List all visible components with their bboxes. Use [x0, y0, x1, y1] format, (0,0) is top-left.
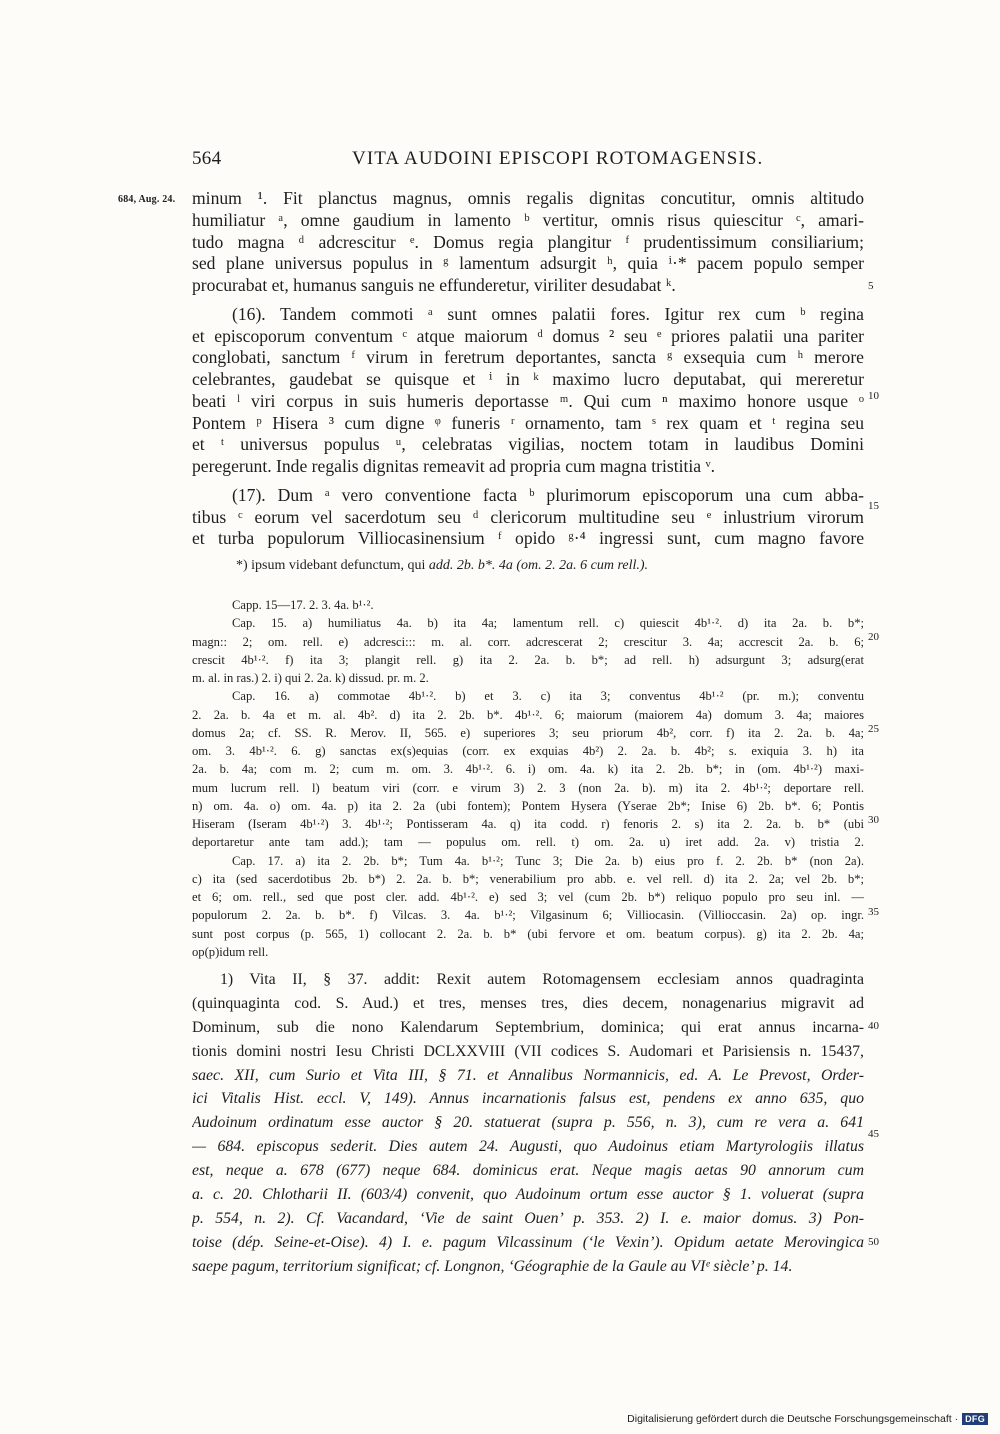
footer-text: Digitalisierung gefördert durch die Deutsche Forschungsgemeinschaft ·: [627, 1413, 959, 1425]
digitization-footer: [627, 1413, 988, 1425]
apparatus-line: m. al. in ras.) 2. i) qui 2. 2a. k) dissud. pr. m. 2.: [192, 671, 429, 685]
text-line: beati ˡ viri corpus in suis humeris deportasse ᵐ. Qui cum ⁿ maximo honore usque ᵒ: [192, 390, 864, 411]
line-number: 25: [868, 723, 879, 735]
text-line: minum ¹. Fit planctus magnus, omnis regalis dignitas concutitur, omnis altitudo: [192, 188, 864, 208]
apparatus-line: op(p)idum rell.: [192, 944, 269, 959]
main-text: [192, 188, 864, 550]
text-line: peregerunt. Inde regalis dignitas remeavit ad propria cum magna tristitia ᵛ.: [192, 456, 716, 476]
apparatus-line: Cap. 16. a) commotae 4b¹·². b) et 3. c) ita 3; conventus 4b¹·² (pr. m.); conventu: [232, 689, 864, 704]
dfg-logo: DFG: [962, 1413, 988, 1425]
note-line: Audoinum ordinatum esse auctor § 20. statuerat (supra p. 556, n. 3), cum re vera a. 641: [192, 1114, 864, 1132]
star-note-sigla: add. 2b. b*. 4a (om. 2. 2a. 6 cum rell.).: [428, 558, 649, 573]
text-line: et episcoporum conventum ᶜ atque maiorum ᵈ domus ² seu ᵉ priores palatii una pariter: [192, 325, 864, 346]
apparatus-line: Capp. 15—17. 2. 3. 4a. b¹·².: [232, 598, 374, 612]
apparatus-line: Hiseram (Iseram 4b¹·²) 3. 4b¹·²; Pontisseram 4a. q) ita codd. r) fenoris 2. s) ita 2. 2a. b. b* (ubi: [192, 817, 864, 831]
note-line: p. 554, n. 2). Cf. Vacandard, ‘Vie de saint Ouen’ p. 353. 2) I. e. maior domus. 3) Pon-: [192, 1209, 864, 1227]
editorial-notes: [192, 968, 864, 1279]
apparatus-line: 2. 2a. b. 4a et m. al. 4b². d) ita 2. 2b. b*. 4b¹·². 6; maiorum (maiorem 4a) domum 3. 4a; maiores: [192, 707, 864, 722]
apparatus-line: magn:: 2; om. rell. e) adcresci::: m. al. corr. adcrescerat 2; crescitur 3. 4a; accrescit 2a. b. 6;: [192, 634, 864, 649]
text-line: (16). Tandem commoti ᵃ sunt omnes palatii fores. Igitur rex cum ᵇ regina: [232, 303, 864, 324]
note-line: saepe pagum, territorium significat; cf. Longnon, ‘Géographie de la Gaule au VIᵉ siècle’ p. 14.: [192, 1257, 793, 1275]
note-line: 1) Vita II, § 37. addit: Rexit autem Rotomagensem ecclesiam annos quadraginta: [220, 971, 864, 988]
apparatus-line: Cap. 17. a) ita 2. 2b. b*; Tum 4a. b¹·²; Tunc 3; Die 2a. b) eius pro f. 2. 2b. b* (non 2a).: [232, 853, 864, 868]
line-number: 30: [868, 814, 879, 826]
text-line: celebrantes, gaudebat se quisque et ⁱ in ᵏ maximo lucro deputabat, qui mereretur: [192, 369, 864, 389]
apparatus-line: mum lucrum rell. l) beatum viri (corr. e virum 3) 2. 3 (non 2a. b). m) ita 2. 4b¹·²; deportare rell.: [192, 780, 864, 795]
text-line: tudo magna ᵈ adcrescitur ᵉ. Domus regia plangitur ᶠ prudentissimum consiliarium;: [192, 231, 864, 252]
line-number: 5: [868, 280, 874, 292]
apparatus-line: crescit 4b¹·². f) ita 3; plangit rell. g) ita 2. 2a. b. b*; ad rell. h) adsurgunt 3; adsurg(erat: [192, 652, 864, 667]
text-line: et turba populorum Villiocasinensium ᶠ opido ᵍ·⁴ ingressi sunt, cum magno favore: [192, 528, 864, 549]
star-note: [236, 558, 648, 574]
text-line: sed plane universus populus in ᵍ lamentum adsurgit ʰ, quia ⁱ·* pacem populo semper: [192, 253, 864, 274]
page-number: 564: [192, 148, 222, 169]
text-line: (17). Dum ᵃ vero conventione facta ᵇ plurimorum episcoporum una cum abba-: [232, 484, 864, 505]
apparatus-line: Cap. 15. a) humiliatus 4a. b) ita 4a; lamentum rell. c) quiescit 4b¹·². d) ita 2a. b. b*;: [232, 616, 864, 631]
line-number: 20: [868, 631, 879, 643]
line-number: 10: [868, 390, 879, 402]
note-line: — 684. episcopus sederit. Dies autem 24. Augusti, quo Audoinus etiam Martyrologiis illatus: [192, 1138, 864, 1156]
text-line: humiliatur ᵃ, omne gaudium in lamento ᵇ vertitur, omnis risus quiescitur ᶜ, amari-: [192, 209, 864, 230]
note-line: saec. XII, cum Surio et Vita III, § 71. et Annalibus Normannicis, ed. A. Le Prevost, Order-: [192, 1066, 864, 1084]
note-line: Dominum, sub die nono Kalendarum Septembrium, dominica; qui erat annus incarna-: [192, 1018, 864, 1036]
note-line: a. c. 20. Chlotharii II. (603/4) convenit, quo Audoinum ortum esse auctor § 1. voluerat (supra: [192, 1186, 864, 1204]
apparatus-line: c) ita (sed sacerdotibus 2b. b*) 2. 2a. b. b*; venerabilium pro abb. e. vel rell. d) ita 2. 2a; vel 2b. b*;: [192, 871, 864, 886]
line-number: 35: [868, 906, 879, 918]
note-line: toise (dép. Seine-et-Oise). 4) I. e. pagum Vilcassinum (‘le Vexin’). Opidum aetate Merovingica: [192, 1233, 864, 1251]
apparatus-line: sunt post corpus (p. 565, 1) collocant 2. 2a. b. b* (ubi fervore et om. beatum corpus). g) ita 2. 2b. 4a;: [192, 926, 864, 941]
note-line: tionis domini nostri Iesu Christi DCLXXVIII (VII codices S. Audomari et Parisiensis n. 15437,: [192, 1042, 864, 1060]
text-line: Pontem ᵖ Hisera ³ cum digne ᵠ funeris ʳ ornamento, tam ˢ rex quam et ᵗ regina seu: [192, 412, 864, 433]
apparatus-line: et 6; om. rell., sed que post cler. add. 4b¹·². e) sed 3; vel (cum 2b. b*) reliquo populo pro seu inl. —: [192, 890, 864, 904]
line-number: 45: [868, 1128, 879, 1140]
star-note-text: *) ipsum videbant defunctum, qui: [236, 558, 426, 573]
note-line: est, neque a. 678 (677) neque 684. dominicus erat. Neque magis aetas 90 annorum cum: [192, 1162, 864, 1180]
text-line: et ᵗ universus populus ᵘ, celebratas vigilias, noctem totam in laudibus Domini: [192, 434, 864, 455]
note-line: ici Vitalis Hist. eccl. V, 149). Annus incarnationis falsus est, pendens ex anno 635, quo: [192, 1090, 864, 1108]
apparatus-line: populorum 2. 2a. b. b*. f) Vilcas. 3. 4a. b¹·²; Vilgasinum 6; Villiocasin. (Villioccasin. 2a) op. ingr.: [192, 908, 864, 923]
margin-date: 684, Aug. 24.: [118, 194, 176, 205]
apparatus-line: 2a. b. 4a; com m. 2; cum m. om. 3. 4b¹·². 6. i) om. 4a. k) ita 2. 2b. b*; in (om. 4b¹·²) maxi-: [192, 762, 864, 777]
apparatus-line: domus 2a; cf. SS. R. Merov. II, 565. e) superiores 3; seu priorum 4b², corr. f) ita 2. 2a. b. 4a;: [192, 725, 864, 740]
line-number: 40: [868, 1020, 879, 1032]
text-line: tibus ᶜ eorum vel sacerdotum seu ᵈ clericorum multitudine seu ᵉ inlustrium virorum: [192, 506, 864, 527]
apparatus-line: om. 3. 4b¹·². 6. g) sanctas ex(s)equias (corr. ex exquias 4b²) 2. 2a. b. 4b²; s. exiquia 3. h) ita: [192, 744, 864, 758]
text-line: procurabat et, humanus sanguis ne effunderetur, viriliter desudabat ᵏ.: [192, 275, 676, 295]
note-line: (quinquaginta cod. S. Aud.) et tres, menses tres, dies decem, nonagenarius migravit ad: [192, 994, 864, 1012]
line-number: 50: [868, 1236, 879, 1248]
line-number: 15: [868, 500, 879, 512]
apparatus-line: deportaretur ante tam add.); tam — populus om. rell. t) om. 2a. u) iret add. 2a. v) tristia 2.: [192, 835, 864, 850]
apparatus-line: n) om. 4a. o) om. 4a. p) ita 2. 2a (ubi fontem); Pontem Hysera (Yserae 2b*; Inise 6) 2b. b*. 6; Pontis: [192, 798, 864, 813]
critical-apparatus: [192, 596, 864, 961]
text-line: conglobati, sanctum ᶠ virum in feretrum deportantes, sancta ᵍ exsequia cum ʰ merore: [192, 347, 864, 368]
page-title: VITA AUDOINI EPISCOPI ROTOMAGENSIS.: [352, 148, 764, 169]
